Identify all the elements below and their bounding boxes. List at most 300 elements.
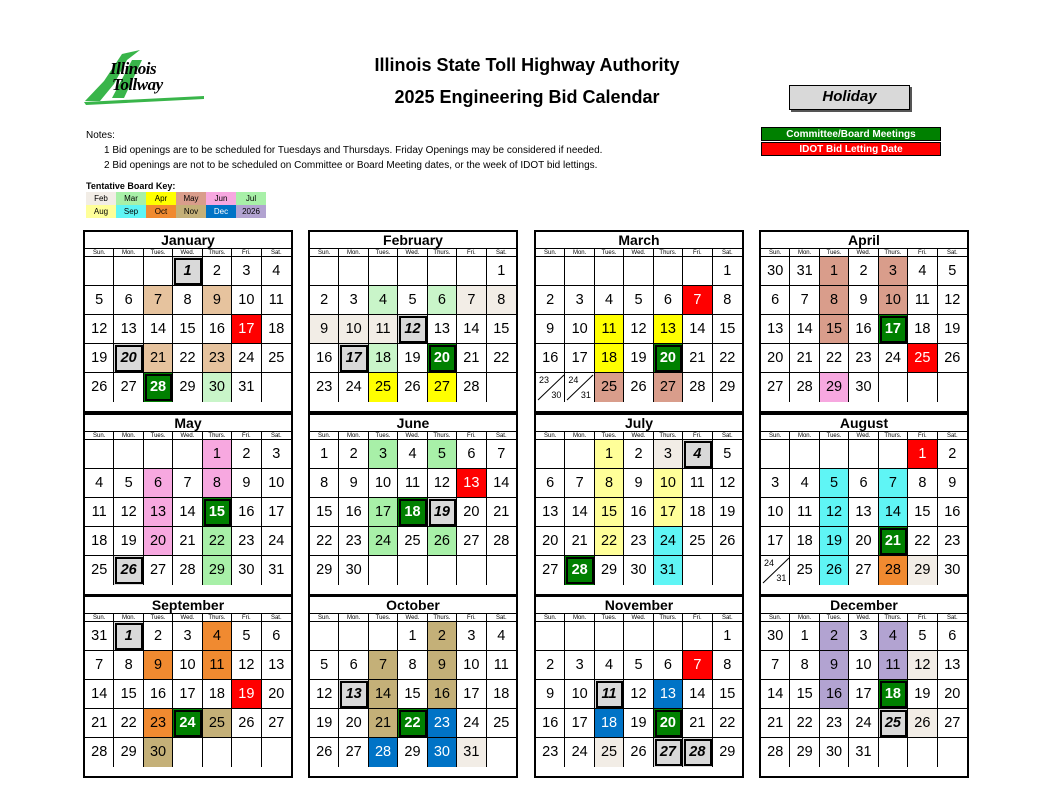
- board-key-day-cell: 8: [820, 286, 849, 315]
- day-cell: 20: [339, 709, 368, 738]
- empty-day-cell: [713, 556, 742, 585]
- board-key-day-cell: 14: [369, 680, 398, 709]
- day-cell: 4: [85, 469, 114, 498]
- holiday-day-cell: 1: [173, 257, 202, 286]
- board-key-day-cell: 7: [879, 469, 908, 498]
- weekday-header: Thurs.: [654, 432, 683, 440]
- weekday-header: Wed.: [398, 249, 427, 257]
- idot-letting-day-cell: 25: [908, 344, 937, 373]
- day-cell: 18: [908, 315, 937, 344]
- day-cell: 8: [713, 651, 742, 680]
- empty-day-cell: [761, 440, 790, 469]
- weekday-header: Wed.: [624, 614, 653, 622]
- day-cell: 27: [761, 373, 790, 402]
- day-cell: 25: [790, 556, 819, 585]
- weekday-header: Wed.: [398, 614, 427, 622]
- day-cell: 2: [203, 257, 232, 286]
- day-cell: 17: [849, 680, 878, 709]
- day-cell: 22: [310, 527, 339, 556]
- weekday-header: Sat.: [262, 614, 291, 622]
- month-grid: [536, 248, 742, 402]
- board-key-feb: Feb: [86, 192, 116, 205]
- empty-day-cell: [457, 257, 486, 286]
- empty-day-cell: [398, 257, 427, 286]
- month-october: [308, 595, 518, 778]
- day-cell: 27: [536, 556, 565, 585]
- empty-day-cell: [654, 622, 683, 651]
- empty-day-cell: [879, 373, 908, 402]
- day-cell: 20: [938, 680, 967, 709]
- day-cell: 15: [310, 498, 339, 527]
- day-cell: 6: [457, 440, 486, 469]
- weekday-header: Sat.: [487, 249, 516, 257]
- board-key-day-cell: 23: [144, 709, 173, 738]
- day-cell: 4: [595, 286, 624, 315]
- committee-meeting-day-cell: 20: [654, 709, 683, 738]
- day-cell: 30: [339, 556, 368, 585]
- day-cell: 13: [849, 498, 878, 527]
- month-grid: [761, 431, 967, 585]
- day-cell: 14: [173, 498, 202, 527]
- board-key-day-cell: 13: [144, 498, 173, 527]
- day-cell: 29: [114, 738, 143, 767]
- day-cell: 14: [487, 469, 516, 498]
- day-cell: 19: [624, 344, 653, 373]
- day-cell: 3: [761, 469, 790, 498]
- empty-day-cell: [879, 738, 908, 767]
- day-cell: 22: [114, 709, 143, 738]
- board-key-day-cell: 1: [820, 257, 849, 286]
- board-key-day-cell: 2: [428, 622, 457, 651]
- weekday-header: Mon.: [339, 614, 368, 622]
- day-cell: 28: [173, 556, 202, 585]
- day-cell: 5: [85, 286, 114, 315]
- weekday-header: Mon.: [790, 249, 819, 257]
- holiday-day-cell: 1: [114, 622, 143, 651]
- month-december: [759, 595, 969, 778]
- board-key-day-cell: 10: [879, 286, 908, 315]
- board-key-day-cell: 31: [654, 556, 683, 585]
- month-name: December: [830, 597, 898, 613]
- board-key-day-cell: 26: [820, 556, 849, 585]
- board-key-day-cell: 21: [144, 344, 173, 373]
- empty-day-cell: [114, 257, 143, 286]
- day-cell: 1: [713, 257, 742, 286]
- day-cell: 26: [310, 738, 339, 767]
- day-cell: 12: [232, 651, 261, 680]
- board-key-day-cell: 17: [369, 498, 398, 527]
- day-cell: 1: [398, 622, 427, 651]
- weekday-header: Thurs.: [654, 614, 683, 622]
- day-cell: 9: [232, 469, 261, 498]
- board-key-dec: Dec: [206, 205, 236, 218]
- day-cell: 12: [938, 286, 967, 315]
- day-cell: 15: [173, 315, 202, 344]
- day-cell: 23: [849, 344, 878, 373]
- day-cell: 18: [790, 527, 819, 556]
- empty-day-cell: [173, 440, 202, 469]
- split-day-second: 31: [580, 390, 591, 400]
- day-cell: 13: [262, 651, 291, 680]
- day-cell: 23: [232, 527, 261, 556]
- weekday-header: Sun.: [761, 432, 790, 440]
- day-cell: 20: [761, 344, 790, 373]
- day-cell: 24: [262, 527, 291, 556]
- board-key-day-cell: 30: [144, 738, 173, 767]
- day-cell: 31: [85, 622, 114, 651]
- board-key-day-cell: 25: [595, 373, 624, 402]
- board-key-day-cell: 1: [595, 440, 624, 469]
- committee-meeting-day-cell: 15: [203, 498, 232, 527]
- weekday-header: Tues.: [820, 432, 849, 440]
- day-cell: 18: [683, 498, 712, 527]
- empty-day-cell: [369, 257, 398, 286]
- board-key-day-cell: 4: [203, 622, 232, 651]
- day-cell: 4: [262, 257, 291, 286]
- board-key-day-cell: 7: [144, 286, 173, 315]
- board-key-day-cell: 25: [369, 373, 398, 402]
- weekday-header: Sun.: [761, 614, 790, 622]
- day-cell: 19: [908, 680, 937, 709]
- weekday-header: Sat.: [713, 432, 742, 440]
- committee-legend: Committee/Board Meetings: [761, 127, 941, 141]
- day-cell: 11: [85, 498, 114, 527]
- day-cell: 8: [310, 469, 339, 498]
- day-cell: 3: [262, 440, 291, 469]
- page-subtitle: 2025 Engineering Bid Calendar: [394, 87, 660, 107]
- day-cell: 7: [565, 469, 594, 498]
- day-cell: 5: [908, 622, 937, 651]
- empty-day-cell: [369, 622, 398, 651]
- day-cell: 5: [713, 440, 742, 469]
- weekday-header: Fri.: [232, 249, 261, 257]
- day-cell: 5: [310, 651, 339, 680]
- day-cell: 27: [144, 556, 173, 585]
- empty-day-cell: [908, 373, 937, 402]
- day-cell: 12: [310, 680, 339, 709]
- month-grid: [310, 431, 516, 585]
- board-key-day-cell: 9: [820, 651, 849, 680]
- day-cell: 13: [114, 315, 143, 344]
- committee-meeting-day-cell: 17: [879, 315, 908, 344]
- day-cell: 21: [761, 709, 790, 738]
- weekday-header: Fri.: [457, 249, 486, 257]
- month-name: August: [839, 415, 889, 431]
- board-key-nov: Nov: [176, 205, 206, 218]
- board-key-day-cell: 28: [879, 556, 908, 585]
- day-cell: 14: [790, 315, 819, 344]
- board-key-day-cell: 31: [457, 738, 486, 767]
- empty-day-cell: [536, 257, 565, 286]
- day-cell: 30: [820, 738, 849, 767]
- board-key-2026: 2026: [236, 205, 266, 218]
- weekday-header: Sat.: [938, 614, 967, 622]
- day-cell: 24: [849, 709, 878, 738]
- month-name: July: [624, 415, 653, 431]
- day-cell: 5: [624, 651, 653, 680]
- day-cell: 19: [85, 344, 114, 373]
- day-cell: 30: [624, 556, 653, 585]
- board-key-grid: [86, 192, 266, 218]
- holiday-day-cell: 20: [114, 344, 143, 373]
- day-cell: 9: [339, 469, 368, 498]
- day-cell: 1: [713, 622, 742, 651]
- day-cell: 15: [908, 498, 937, 527]
- weekday-header: Sun.: [536, 614, 565, 622]
- day-cell: 6: [654, 286, 683, 315]
- weekday-header: Sun.: [310, 432, 339, 440]
- day-cell: 25: [683, 527, 712, 556]
- board-key-day-cell: 7: [457, 286, 486, 315]
- day-cell: 16: [232, 498, 261, 527]
- empty-day-cell: [85, 257, 114, 286]
- day-cell: 21: [173, 527, 202, 556]
- day-cell: 30: [944, 562, 961, 578]
- day-cell: 9: [938, 469, 967, 498]
- day-cell: 22: [790, 709, 819, 738]
- notes-heading: Notes:: [86, 130, 115, 141]
- day-cell: 30: [761, 622, 790, 651]
- empty-day-cell: [879, 440, 908, 469]
- board-key-day-cell: 28: [369, 738, 398, 767]
- board-key-day-cell: 10: [339, 315, 368, 344]
- empty-day-cell: [565, 440, 594, 469]
- page-title: Illinois State Toll Highway Authority: [374, 55, 680, 75]
- day-cell: 23: [938, 527, 967, 556]
- board-key-day-cell: 7: [369, 651, 398, 680]
- weekday-header: Fri.: [232, 432, 261, 440]
- empty-day-cell: [683, 257, 712, 286]
- weekday-header: Mon.: [790, 614, 819, 622]
- day-cell: 22: [713, 344, 742, 373]
- committee-meeting-day-cell: 28: [565, 556, 594, 585]
- empty-day-cell: [398, 556, 427, 585]
- day-cell: 20: [849, 527, 878, 556]
- committee-meeting-day-cell: 20: [428, 344, 457, 373]
- month-grid: [85, 431, 291, 585]
- day-cell: 4: [398, 440, 427, 469]
- split-day-second: 30: [551, 390, 562, 400]
- holiday-day-cell: 26: [114, 556, 143, 585]
- board-key-day-cell: 26: [428, 527, 457, 556]
- weekday-header: Fri.: [457, 614, 486, 622]
- board-key-day-cell: 29: [820, 373, 849, 402]
- weekday-header: Mon.: [339, 249, 368, 257]
- board-key-day-cell: 12: [908, 651, 937, 680]
- holiday-day-cell: 13: [339, 680, 368, 709]
- day-cell: 20: [536, 527, 565, 556]
- weekday-header: Mon.: [114, 432, 143, 440]
- day-cell: 19: [713, 498, 742, 527]
- day-cell: 5: [232, 622, 261, 651]
- day-cell: 14: [144, 315, 173, 344]
- weekday-header: Mon.: [790, 432, 819, 440]
- board-key-day-cell: 2: [820, 622, 849, 651]
- day-cell: 26: [232, 709, 261, 738]
- day-cell: 25: [398, 527, 427, 556]
- board-key-day-cell: 9: [144, 651, 173, 680]
- committee-meeting-day-cell: 21: [879, 527, 908, 556]
- day-cell: 29: [719, 379, 736, 395]
- day-cell: 6: [114, 286, 143, 315]
- weekday-header: Tues.: [144, 614, 173, 622]
- idot-letting-day-cell: 1: [908, 440, 937, 469]
- weekday-header: Tues.: [595, 614, 624, 622]
- month-grid: [536, 613, 742, 767]
- day-cell: 10: [232, 286, 261, 315]
- day-cell: 7: [85, 651, 114, 680]
- day-cell: 21: [487, 498, 516, 527]
- weekday-header: Sun.: [85, 432, 114, 440]
- empty-day-cell: [262, 373, 291, 402]
- board-key-may: May: [176, 192, 206, 205]
- day-cell: 3: [173, 622, 202, 651]
- day-cell: 4: [595, 651, 624, 680]
- board-key-day-cell: 25: [203, 709, 232, 738]
- day-cell: 17: [565, 709, 594, 738]
- board-key-day-cell: 24: [369, 527, 398, 556]
- weekday-header: Mon.: [565, 432, 594, 440]
- day-cell: 3: [457, 622, 486, 651]
- day-cell: 22: [908, 527, 937, 556]
- weekday-header: Thurs.: [203, 432, 232, 440]
- day-cell: 2: [232, 440, 261, 469]
- weekday-header: Thurs.: [879, 432, 908, 440]
- day-cell: 8: [173, 286, 202, 315]
- weekday-header: Sun.: [310, 614, 339, 622]
- day-cell: 27: [938, 709, 967, 738]
- empty-day-cell: [428, 257, 457, 286]
- day-cell: 10: [369, 469, 398, 498]
- day-cell: 27: [339, 738, 368, 767]
- board-key-day-cell: 4: [879, 622, 908, 651]
- day-cell: 2: [624, 440, 653, 469]
- day-cell: 26: [398, 373, 427, 402]
- empty-day-cell: [203, 738, 232, 767]
- weekday-header: Wed.: [624, 249, 653, 257]
- board-key-day-cell: 13: [654, 680, 683, 709]
- day-cell: 29: [595, 556, 624, 585]
- day-cell: 22: [173, 344, 202, 373]
- day-cell: 8: [908, 469, 937, 498]
- day-cell: 9: [536, 315, 565, 344]
- month-july: [534, 413, 744, 596]
- day-cell: 6: [339, 651, 368, 680]
- day-cell: 18: [85, 527, 114, 556]
- board-key-day-cell: 14: [879, 498, 908, 527]
- day-cell: 24: [565, 738, 594, 767]
- day-cell: 8: [114, 651, 143, 680]
- note-item: 1 Bid openings are to be scheduled for Tuesdays and Thursdays. Friday Openings may be considered if needed.: [104, 145, 603, 156]
- idot-letting-day-cell: 13: [457, 469, 486, 498]
- day-cell: 9: [849, 286, 878, 315]
- board-key-day-cell: 30: [203, 373, 232, 402]
- board-key-day-cell: 8: [487, 286, 516, 315]
- empty-day-cell: [536, 440, 565, 469]
- day-cell: 5: [624, 286, 653, 315]
- empty-day-cell: [683, 556, 712, 585]
- day-cell: 19: [398, 344, 427, 373]
- day-cell: 15: [790, 680, 819, 709]
- day-cell: 13: [428, 315, 457, 344]
- holiday-day-cell: 19: [428, 498, 457, 527]
- weekday-header: Tues.: [369, 614, 398, 622]
- day-cell: 16: [849, 315, 878, 344]
- day-cell: 24: [457, 709, 486, 738]
- empty-day-cell: [428, 556, 457, 585]
- weekday-header: Thurs.: [654, 249, 683, 257]
- empty-day-cell: [938, 738, 967, 767]
- weekday-header: Mon.: [114, 614, 143, 622]
- weekday-header: Thurs.: [428, 432, 457, 440]
- month-name: October: [386, 597, 440, 613]
- day-cell: 26: [938, 344, 967, 373]
- board-key-day-cell: 29: [908, 556, 937, 585]
- day-cell: 27: [114, 373, 143, 402]
- weekday-header: Wed.: [398, 432, 427, 440]
- holiday-day-cell: 28: [683, 738, 712, 767]
- weekday-header: Fri.: [683, 249, 712, 257]
- day-cell: 1: [487, 257, 516, 286]
- logo-text-tollway: Tollway: [112, 75, 163, 94]
- board-key-day-cell: 23: [428, 709, 457, 738]
- day-cell: 11: [487, 651, 516, 680]
- day-cell: 3: [565, 286, 594, 315]
- day-cell: 22: [713, 709, 742, 738]
- board-key-title: Tentative Board Key:: [86, 181, 176, 191]
- day-cell: 30: [849, 373, 878, 402]
- day-cell: 12: [85, 315, 114, 344]
- holiday-day-cell: 4: [683, 440, 712, 469]
- day-cell: 20: [457, 498, 486, 527]
- split-day-second: 31: [776, 573, 787, 583]
- note-item: 2 Bid openings are not to be scheduled on Committee or Board Meeting dates, or the week of IDOT bid lettings.: [104, 160, 598, 171]
- day-cell: 1: [790, 622, 819, 651]
- day-cell: 10: [849, 651, 878, 680]
- day-cell: 21: [683, 709, 712, 738]
- committee-meeting-day-cell: 22: [398, 709, 427, 738]
- month-june: [308, 413, 518, 596]
- weekday-header: Thurs.: [203, 249, 232, 257]
- month-name: November: [604, 597, 674, 613]
- day-cell: 24: [339, 373, 368, 402]
- logo-text-illinois: Illinois: [110, 59, 157, 78]
- day-cell: 2: [938, 440, 967, 469]
- day-cell: 26: [713, 527, 742, 556]
- month-name: February: [383, 232, 443, 248]
- board-key-day-cell: 5: [428, 440, 457, 469]
- day-cell: 10: [565, 315, 594, 344]
- day-cell: 25: [85, 556, 114, 585]
- month-name: June: [396, 415, 430, 431]
- day-cell: 11: [908, 286, 937, 315]
- board-key-day-cell: 18: [369, 344, 398, 373]
- weekday-header: Sat.: [938, 249, 967, 257]
- day-cell: 24: [232, 344, 261, 373]
- weekday-header: Wed.: [173, 432, 202, 440]
- month-name: September: [151, 597, 225, 613]
- weekday-header: Mon.: [565, 249, 594, 257]
- holiday-day-cell: 17: [339, 344, 368, 373]
- day-cell: 23: [624, 527, 653, 556]
- idot-legend: IDOT Bid Letting Date: [761, 142, 941, 156]
- day-cell: 24: [879, 344, 908, 373]
- empty-day-cell: [654, 257, 683, 286]
- day-cell: 15: [114, 680, 143, 709]
- day-cell: 18: [487, 680, 516, 709]
- holiday-day-cell: 27: [654, 738, 683, 767]
- empty-day-cell: [262, 738, 291, 767]
